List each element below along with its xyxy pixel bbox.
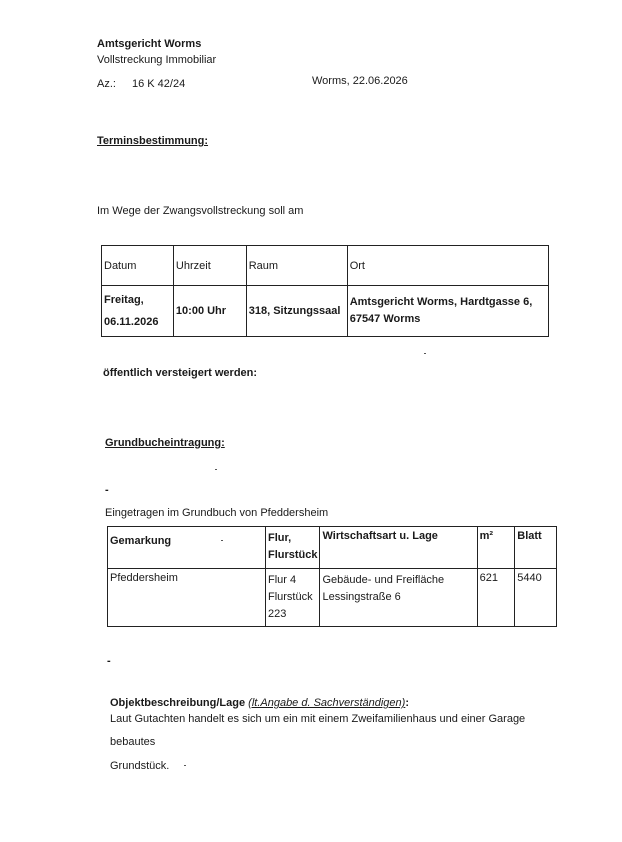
grundbuch-header-row [108, 527, 557, 569]
termin-header-row [102, 246, 549, 286]
grundbuch-intro: Eingetragen im Grundbuch von Pfeddersheim [105, 507, 329, 519]
scan-speck [424, 353, 426, 354]
cell-m2: 621 [477, 569, 515, 627]
scan-speck [184, 765, 186, 766]
header-gemarkung: Gemarkung [108, 527, 266, 569]
flur-line3: 223 [267, 608, 287, 620]
objekt-heading-note: (lt.Angabe d. Sachverständigen) [248, 697, 406, 709]
datum-weekday: Freitag, [104, 294, 144, 306]
wirtschaftsart-line1: Gebäude- und Freifläche [322, 574, 445, 586]
dash-separator: - [105, 484, 109, 496]
objekt-heading [110, 697, 409, 709]
objekt-line2: bebautes [110, 736, 156, 748]
ort-line2: 67547 Worms [349, 313, 421, 325]
court-name: Amtsgericht Worms [97, 38, 202, 50]
objekt-line3: Grundstück. [110, 760, 170, 772]
scan-speck [221, 540, 223, 541]
ort-line1: Amtsgericht Worms, Hardtgasse 6, [349, 296, 533, 308]
cell-blatt: 5440 [515, 569, 557, 627]
objekt-heading-title: Objektbeschreibung/Lage [110, 697, 246, 709]
header-uhrzeit: Uhrzeit [173, 246, 246, 286]
header-m2: m² [477, 527, 515, 569]
header-ort: Ort [347, 246, 548, 286]
datum-date: 06.11.2026 [104, 316, 159, 328]
header-wirtschaftsart: Wirtschaftsart u. Lage [320, 527, 477, 569]
header-datum: Datum [102, 246, 174, 286]
cell-wirtschaftsart [320, 569, 477, 627]
header-flur-line2: Flurstück [267, 549, 318, 561]
flur-line1: Flur 4 [267, 574, 297, 586]
header-blatt: Blatt [515, 527, 557, 569]
header-flur [265, 527, 320, 569]
cell-raum: 318, Sitzungssaal [246, 286, 347, 337]
flur-line2: Flurstück [267, 591, 313, 603]
objekt-heading-colon: : [405, 697, 409, 709]
az-label: Az.: [97, 78, 116, 90]
place-date: Worms, 22.06.2026 [312, 75, 408, 87]
objekt-line1: Laut Gutachten handelt es sich um ein mit einem Zweifamilienhaus und einer Garage [110, 713, 526, 725]
heading-terminsbestimmung: Terminsbestimmung: [97, 135, 209, 147]
az-value: 16 K 42/24 [132, 78, 186, 90]
intro-text: Im Wege der Zwangsvollstreckung soll am [97, 205, 304, 217]
wirtschaftsart-line2: Lessingstraße 6 [322, 591, 401, 603]
cell-datum [102, 286, 174, 337]
header-flur-line1: Flur, [267, 532, 292, 544]
grundbuch-table [107, 526, 557, 627]
header-raum: Raum [246, 246, 347, 286]
cell-uhrzeit: 10:00 Uhr [173, 286, 246, 337]
cell-ort [347, 286, 548, 337]
dash-separator-2: - [107, 655, 111, 667]
scan-speck [215, 469, 217, 470]
versteigert-text: öffentlich versteigert werden: [103, 367, 258, 379]
department-name: Vollstreckung Immobiliar [97, 54, 217, 66]
heading-grundbucheintragung: Grundbucheintragung: [105, 437, 225, 449]
grundbuch-row [108, 569, 557, 627]
termin-row [102, 286, 549, 337]
cell-flur [265, 569, 320, 627]
cell-gemarkung: Pfeddersheim [108, 569, 266, 627]
termin-table [101, 245, 549, 337]
